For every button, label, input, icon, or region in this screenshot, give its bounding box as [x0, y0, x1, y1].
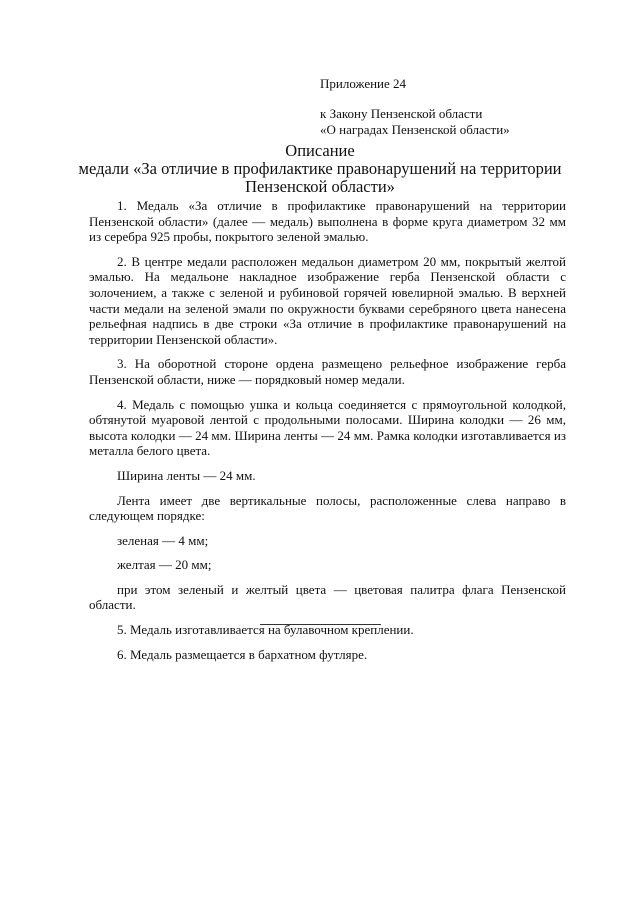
paragraph-2: 2. В центре медали расположен медальон диаметром 20 мм, покрытый желтой эмалью. На медальоне накладное изображение герба Пензенской области с золочением, а также с зеленой и рубиновой горячей ювелирной эмалью. В верхней части медали на зеленой эмали по окружности буквами серебряного цвета нанесена рельефная надпись в две строки «За отличие в профилактике правонарушений на территории Пензенской области».: [89, 253, 566, 347]
closing-divider-line: [260, 624, 381, 625]
paragraph-colors: при этом зеленый и желтый цвета — цветовая палитра флага Пензенской области.: [89, 581, 566, 613]
paragraph-3: 3. На оборотной стороне ордена размещено рельефное изображение герба Пензенской области, ниже — порядковый номер медали.: [89, 356, 566, 387]
title-subject-line1: медали «За отличие в профилактике правонарушений на территории: [78, 159, 562, 178]
appendix-law-title: «О наградах Пензенской области»: [320, 122, 510, 137]
document-body: [89, 198, 566, 671]
paragraph-5: 5. Медаль изготавливается на булавочном креплении.: [117, 622, 414, 638]
paragraph-ribbon-stripes: Лента имеет две вертикальные полосы, расположенные слева направо в следующем порядке:: [89, 492, 566, 524]
paragraph-4: 4. Медаль с помощью ушка и кольца соединяется с прямоугольной колодкой, обтянутой муаровой лентой с продольными полосами. Ширина колодки — 26 мм, высота колодки — 24 мм. Ширина ленты — 24 мм. Рамка колодки изготавливается из металла белого цвета.: [89, 396, 566, 459]
stripe-yellow: желтая — 20 мм;: [117, 557, 212, 573]
paragraph-6: 6. Медаль размещается в бархатном футляре.: [117, 646, 368, 662]
title-heading: Описание: [285, 141, 355, 160]
paragraph-ribbon-width: Ширина ленты — 24 мм.: [117, 467, 256, 483]
appendix-header: [320, 76, 510, 138]
stripe-green: зеленая — 4 мм;: [117, 532, 209, 548]
paragraph-1: 1. Медаль «За отличие в профилактике правонарушений на территории Пензенской области» (далее — медаль) выполнена в форме круга диаметром 32 мм из серебра 925 пробы, покрытого зеленой эмалью.: [89, 198, 566, 245]
appendix-law-reference: к Закону Пензенской области: [320, 106, 483, 121]
appendix-number: Приложение 24: [320, 76, 407, 91]
document-title: [60, 142, 580, 196]
title-subject-line2: Пензенской области»: [245, 177, 395, 196]
